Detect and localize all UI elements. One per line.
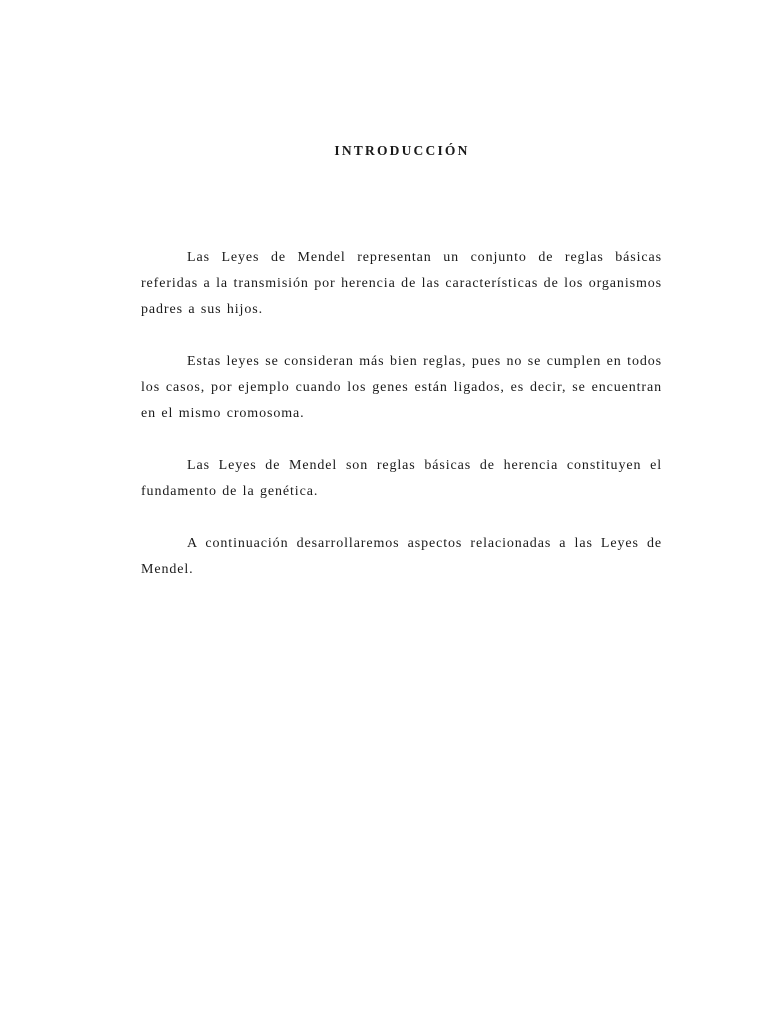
page-title: INTRODUCCIÓN bbox=[334, 143, 470, 158]
paragraph-3: Las Leyes de Mendel son reglas básicas de herencia constituyen el fundamento de la genética. bbox=[141, 458, 662, 499]
document-body bbox=[141, 245, 662, 609]
paragraph-1: Las Leyes de Mendel representan un conjunto de reglas básicas referidas a la transmisión por herencia de las características de los organismos padres a sus hijos. bbox=[141, 250, 662, 317]
paragraph-2: Estas leyes se consideran más bien reglas, pues no se cumplen en todos los casos, por ejemplo cuando los genes están ligados, es decir, se encuentran en el mismo cromosoma. bbox=[141, 354, 662, 421]
paragraph-4: A continuación desarrollaremos aspectos relacionadas a las Leyes de Mendel. bbox=[141, 536, 662, 577]
